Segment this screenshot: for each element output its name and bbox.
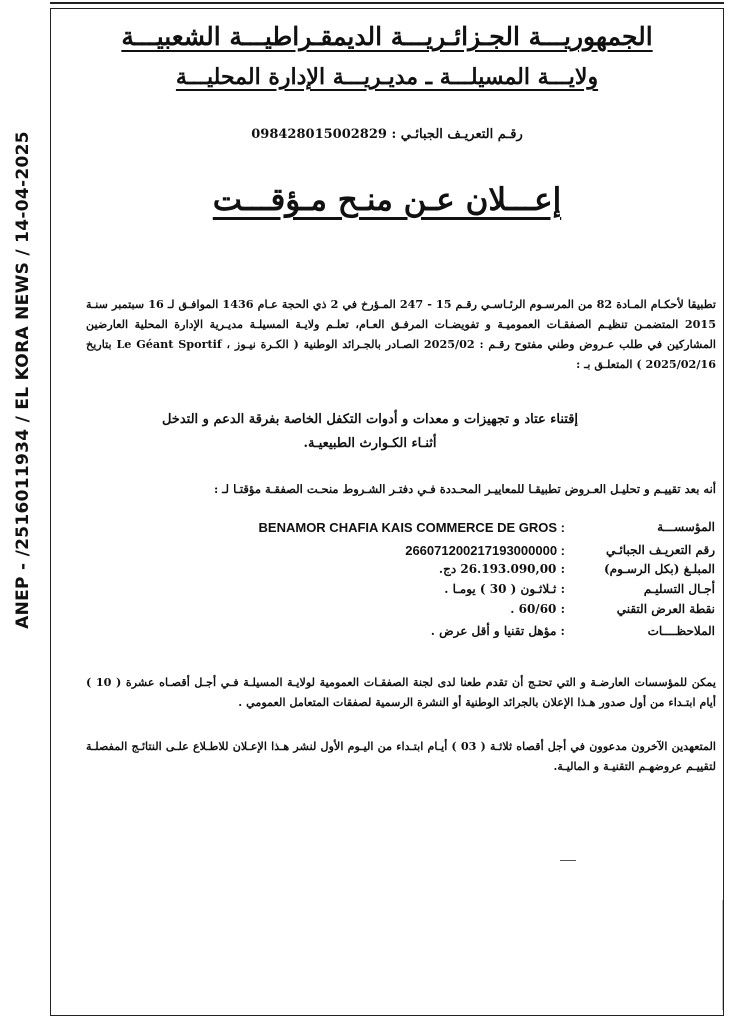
award-intro: أنه بعد تقييـم و تحليـل العـروض تطبيقـا للمعاييـر المحـددة فـي دفتـر الشـروط منحـت الصفقـة مؤقتـا لـ : [213, 482, 716, 496]
award-label-remarks: الملاحظــــات [647, 624, 715, 638]
award-value-remarks: : مؤهل تقنيا و أقل عرض . [430, 624, 565, 638]
award-value-company: BENAMOR CHAFIA KAIS COMMERCE DE GROS : [258, 520, 565, 535]
tender-subject-line2: أثنـاء الكـوارث الطبيعيـة. [303, 436, 437, 451]
bidders-invitation-paragraph: المتعهدين الآخرون مدعوون في أجل أقصاه ثلاثـة ( 03 ) أيـام ابتـداء من اليـوم الأول لنشر هـذا الإعـلان للاطـلاع علـى النتائـج المفصلـة لتقييـم عروضهـم التقنيـة و الماليـة. [86, 739, 716, 773]
award-value-amount: : 26.193.090,00 دج. [438, 562, 565, 576]
side-margin [0, 0, 46, 1024]
award-value-technical-score: : 60/60 . [510, 602, 565, 616]
award-label-company: المؤسســـة [657, 520, 715, 534]
legal-basis-paragraph: تطبيقا لأحكـام المـادة 82 من المرسـوم الرئـاسـي رقـم 15 - 247 المـؤرخ في 2 ذي الحجة عـام 1436 الموافـق لـ 16 سبتمبر سنـة 2015 المتضمـن تنظيـم الصفقـات العموميـة و تفويضـات المرفـق العـام، تعلـم ولايـة المسيلـة مديـرية الإدارة المحلية العارضين المشاركين في طلب عـروض وطني مفتوح رقـم : 2025/02 الصـادر بالجـرائد الوطنية ( الكـرة نيـوز ، Le Géant Sportif بتاريخ 2025/02/16 ) المتعلـق بـ : [86, 297, 716, 371]
award-value-delivery: : ثـلاثـون ( 30 ) يومـا . [444, 582, 565, 596]
wilaya-header: ولايـــة المسيلـــة ـ مديـريـــة الإدارة المحليـــة [175, 64, 599, 90]
award-label-nif: رقم التعريـف الجبائـي [605, 543, 715, 557]
republic-header: الجمهوريـــة الجـزائـريـــة الديمقـراطيـــة الشعبيـــة [121, 22, 653, 51]
tender-subject [90, 408, 650, 456]
scan-edge-mark [722, 900, 723, 1010]
scan-mark [560, 860, 576, 861]
award-value-nif: 266071200217193000000 : [405, 543, 565, 558]
award-label-amount: المبلـغ (بكل الرسـوم) [604, 562, 715, 576]
award-label-technical-score: نقطة العرض التقني [616, 602, 715, 616]
appeal-paragraph: يمكن للمؤسسات العارضـة و التي تحتـج أن تقدم طعنا لدى لجنة الصفقـات العمومية لولايـة المسيلـة فـي أجـل أقصـاه عشرة ( 10 ) أيام ابتـداء من أول صدور هـذا الإعلان بالجرائد الوطنية أو النشرة الرسمية لصفقات المتعامل العمومي . [86, 675, 716, 709]
notice-title: إعـــلان عـن منـح مـؤقـــت [212, 182, 562, 218]
award-label-delivery: أجـال التسليـم [643, 582, 715, 596]
publication-reference: ANEP - /2516011934 / EL KORA NEWS / 14-04-2025 [13, 131, 33, 629]
notice-frame [50, 8, 724, 1016]
tax-id-line: رقـم التعريـف الجبائـي : 098428015002829 [251, 127, 523, 142]
tender-subject-line1: إقتناء عتاد و تجهيزات و معدات و أدوات التكفل الخاصة بفرقة الدعم و التدخل [161, 412, 579, 427]
top-rule [50, 2, 724, 4]
